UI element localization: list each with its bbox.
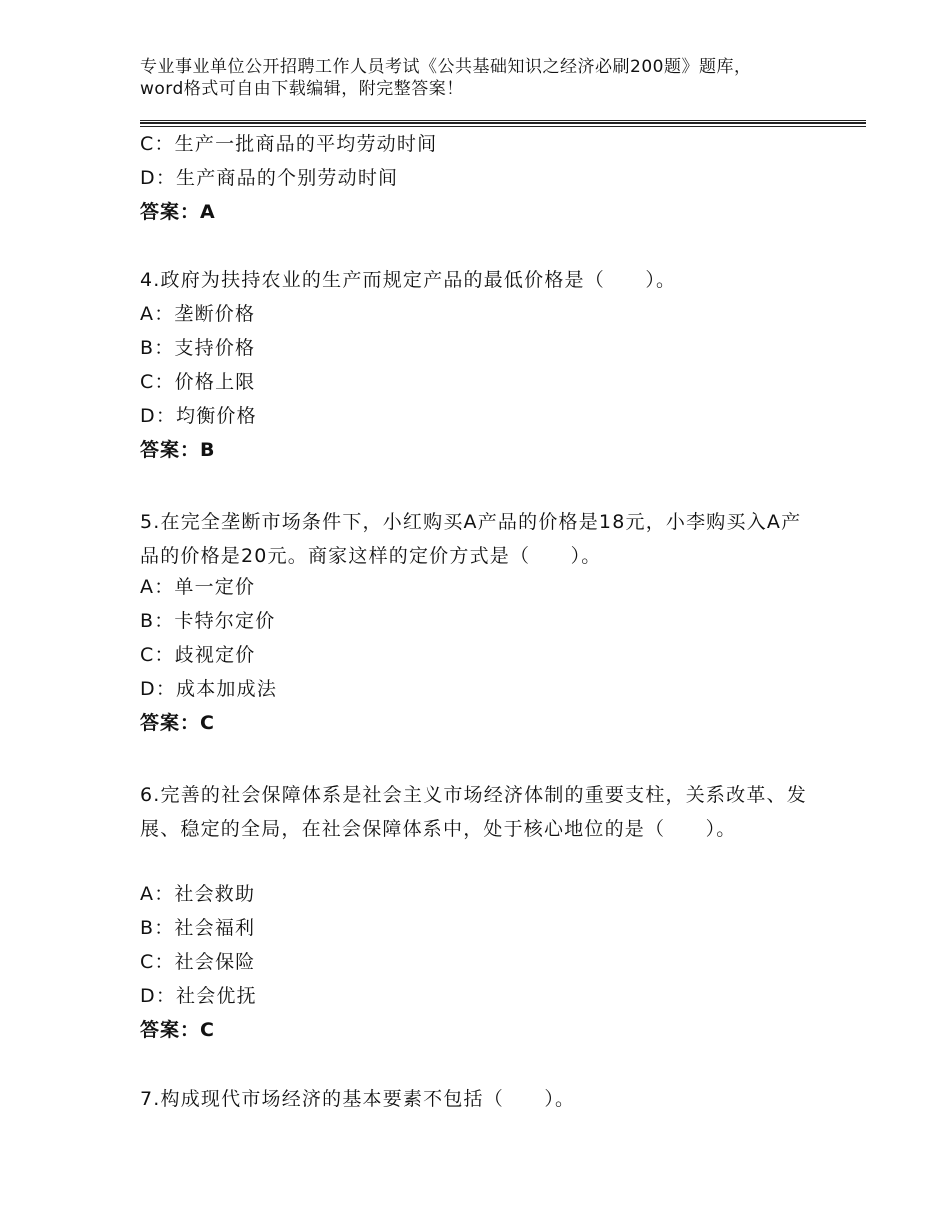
question-stem: 5.在完全垄断市场条件下，小红购买A产品的价格是18元，小李购买入A产品的价格是20元。商家这样的定价方式是（ ）。 <box>140 511 802 567</box>
option-a: A：社会救助 <box>140 883 256 905</box>
option-b: B：卡特尔定价 <box>140 610 276 632</box>
option-d: D：均衡价格 <box>140 405 257 427</box>
option-a: A：垄断价格 <box>140 303 256 325</box>
question-stem: 4.政府为扶持农业的生产而规定产品的最低价格是（ ）。 <box>140 269 677 291</box>
header-rule-top <box>140 120 866 121</box>
option-d: D：成本加成法 <box>140 678 278 700</box>
question-stem: 6.完善的社会保障体系是社会主义市场经济体制的重要支柱，关系改革、发展、稳定的全局，在社会保障体系中，处于核心地位的是（ ）。 <box>140 784 807 840</box>
option-c: C：价格上限 <box>140 371 256 393</box>
option-a: A：单一定价 <box>140 576 256 598</box>
answer-label: 答案：C <box>140 1019 215 1041</box>
option-b: B：社会福利 <box>140 917 256 939</box>
option-c: C：生产一批商品的平均劳动时间 <box>140 133 438 155</box>
header-rule-middle <box>140 122 866 124</box>
question-stem: 7.构成现代市场经济的基本要素不包括（ ）。 <box>140 1088 576 1110</box>
answer-label: 答案：B <box>140 439 216 461</box>
option-c: C：社会保险 <box>140 951 256 973</box>
option-c: C：歧视定价 <box>140 644 256 666</box>
document-header: 专业事业单位公开招聘工作人员考试《公共基础知识之经济必刷200题》题库，word格式可自由下载编辑，附完整答案！ <box>140 57 752 99</box>
option-b: B：支持价格 <box>140 337 256 359</box>
option-d: D：社会优抚 <box>140 985 257 1007</box>
option-d: D：生产商品的个别劳动时间 <box>140 167 399 189</box>
answer-label: 答案：A <box>140 201 216 223</box>
answer-label: 答案：C <box>140 712 215 734</box>
header-rule-bottom <box>140 126 866 127</box>
